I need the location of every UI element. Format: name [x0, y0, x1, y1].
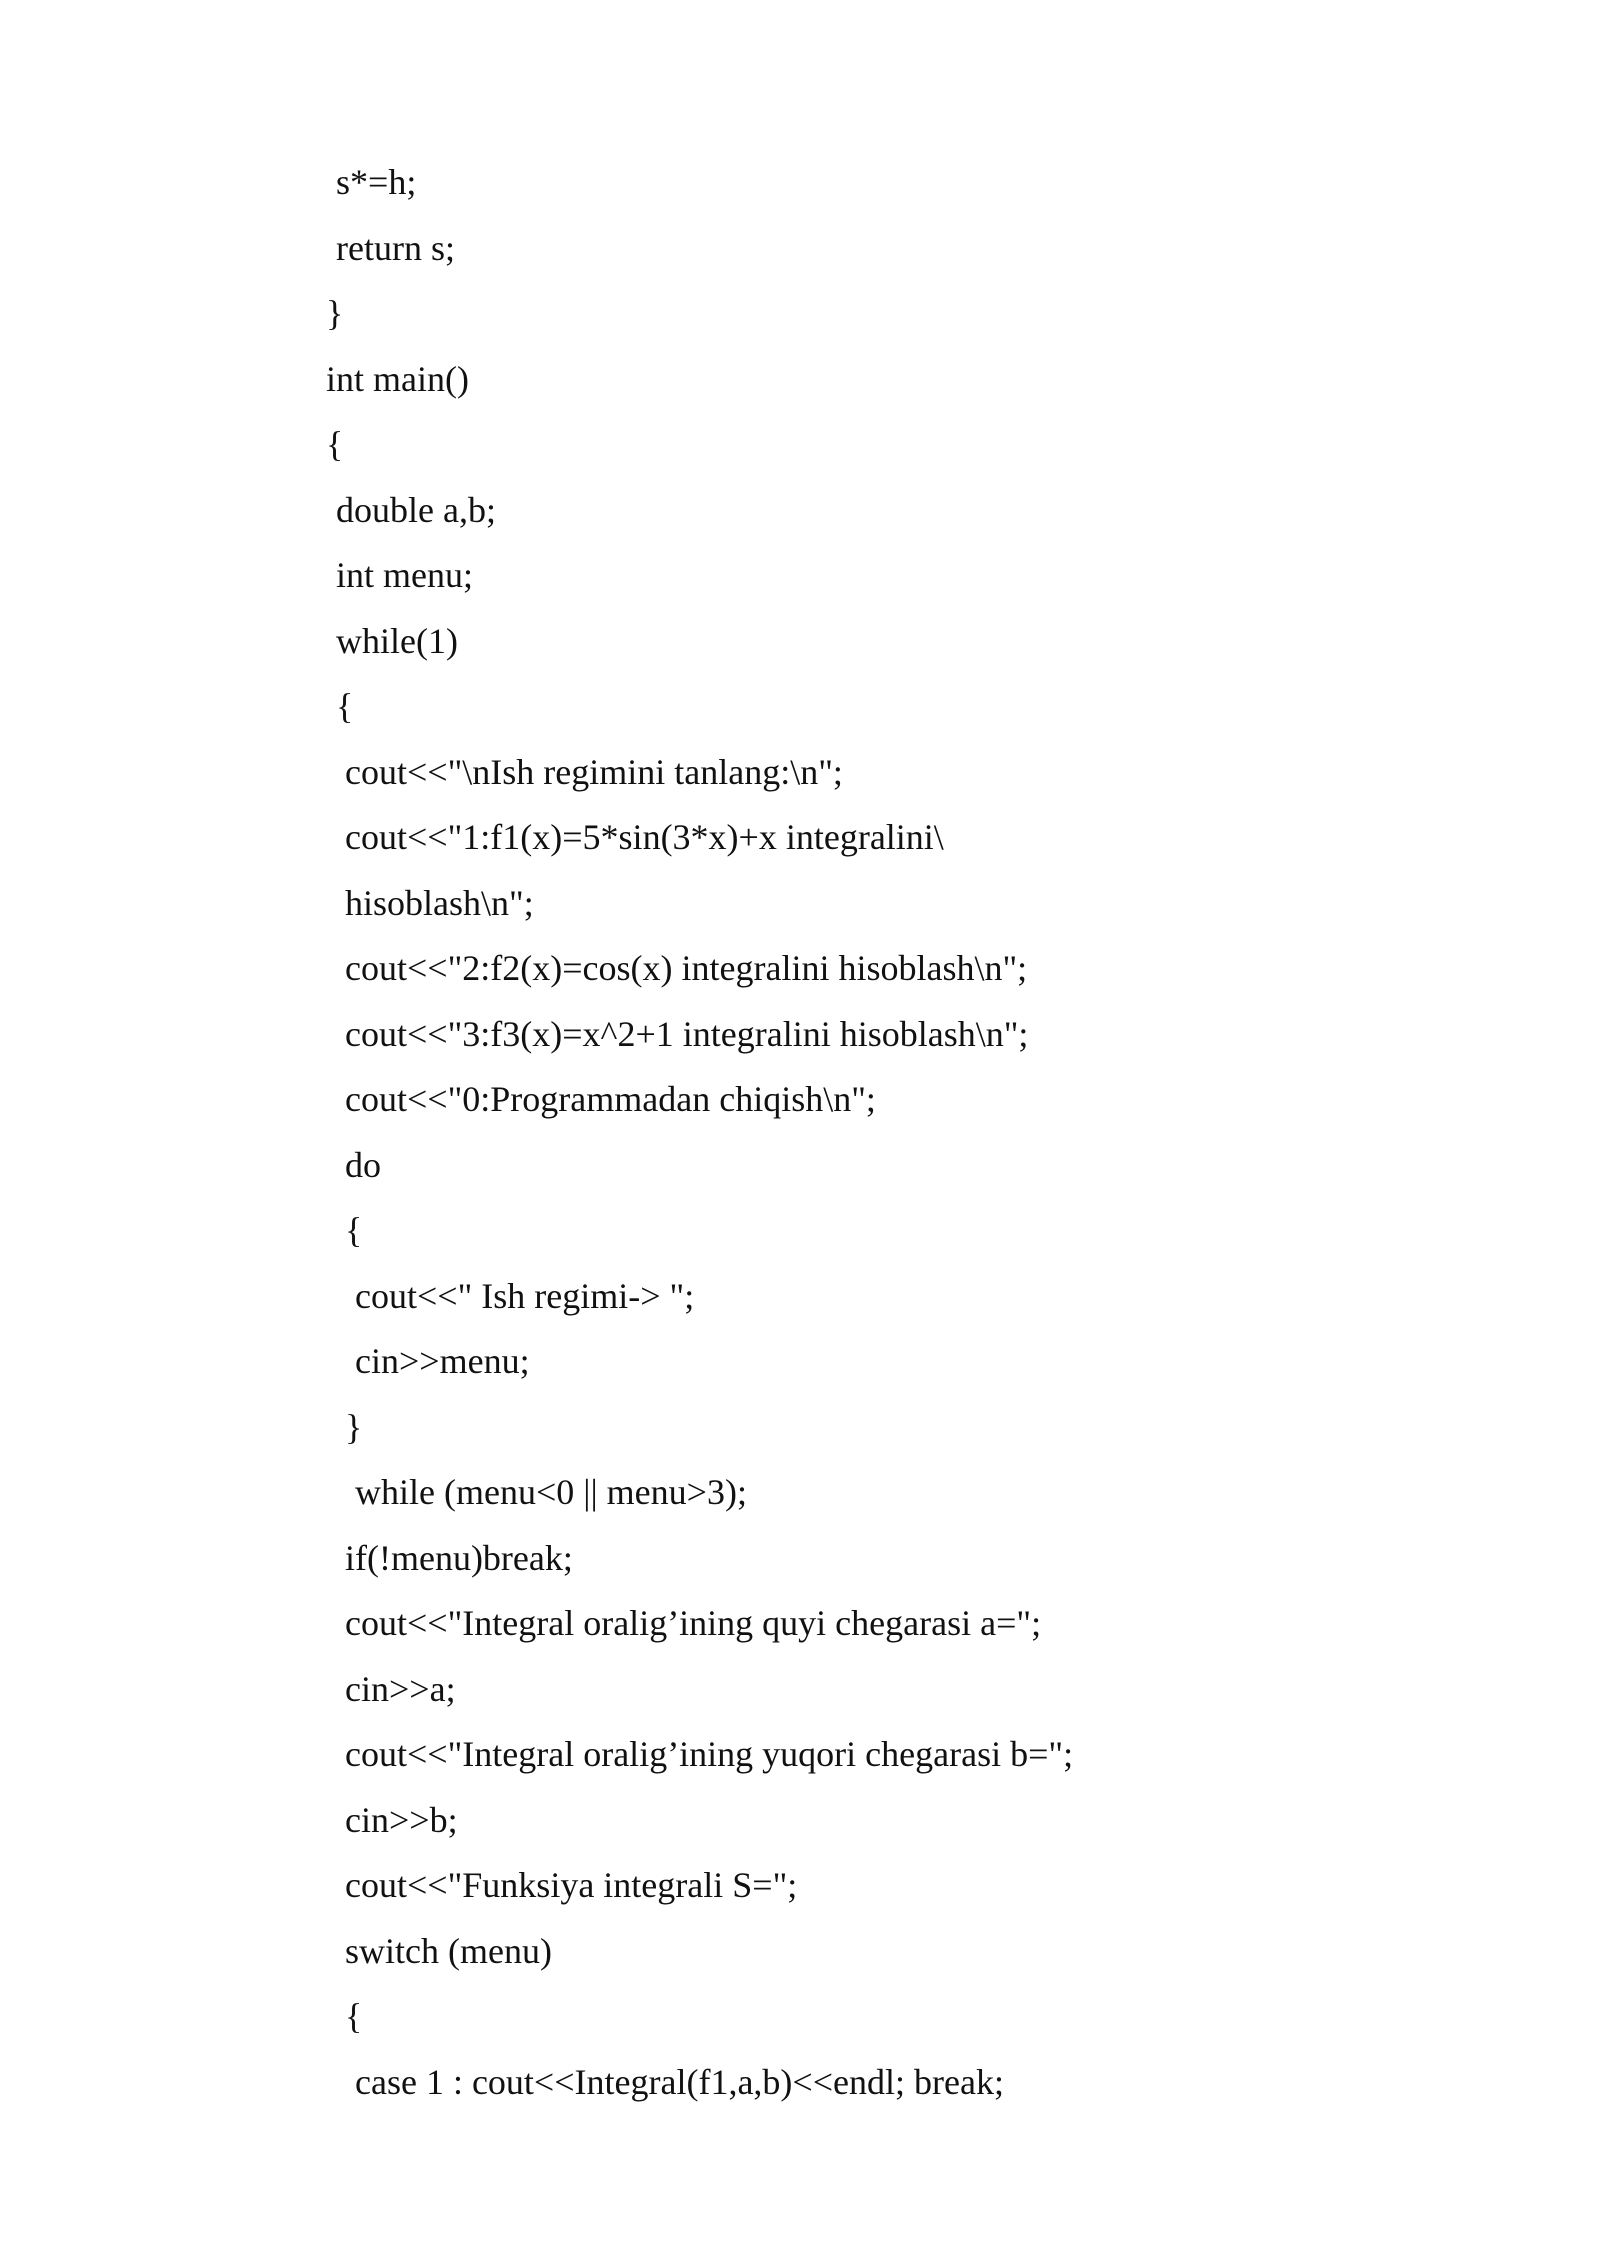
code-line: cout<<"0:Programmadan chiqish\n";	[345, 1079, 876, 1119]
code-line: cout<<"3:f3(x)=x^2+1 integralini hisoblash\n";	[345, 1013, 1029, 1054]
code-line: do	[345, 1144, 381, 1185]
code-line: if(!menu)break;	[345, 1537, 573, 1578]
code-line: {	[326, 424, 344, 464]
code-line: int menu;	[336, 555, 473, 595]
code-line: {	[336, 686, 354, 726]
code-line: cin>>b;	[345, 1799, 458, 1840]
code-line: while (menu<0 || menu>3);	[355, 1472, 747, 1512]
code-line: switch (menu)	[345, 1930, 552, 1971]
code-line: cout<<"2:f2(x)=cos(x) integralini hisoblash\n";	[345, 948, 1028, 988]
code-line: }	[345, 1406, 363, 1447]
code-line: cin>>menu;	[355, 1341, 530, 1381]
code-listing	[0, 150, 1600, 2115]
code-line: }	[326, 293, 344, 333]
code-line: cin>>a;	[345, 1668, 456, 1709]
code-line: s*=h;	[336, 162, 417, 202]
code-line: while(1)	[336, 620, 458, 661]
code-line: cout<<"Integral oralig’ining quyi chegarasi a=";	[345, 1603, 1042, 1643]
code-line: {	[345, 1996, 363, 2036]
code-line: cout<<" Ish regimi-> ";	[355, 1275, 695, 1316]
code-line: int main()	[326, 358, 469, 399]
code-line: case 1 : cout<<Integral(f1,a,b)<<endl; break;	[355, 2061, 1004, 2102]
code-line: cout<<"Integral oralig’ining yuqori chegarasi b=";	[345, 1734, 1074, 1774]
code-line: hisoblash\n";	[345, 882, 534, 923]
code-line: return s;	[336, 227, 455, 268]
code-line: {	[345, 1210, 363, 1250]
code-line: cout<<"Funksiya integrali S=";	[345, 1865, 798, 1905]
code-line: cout<<"1:f1(x)=5*sin(3*x)+x integralini\	[345, 817, 944, 857]
code-line: double a,b;	[336, 489, 496, 530]
code-line: cout<<"\nIsh regimini tanlang:\n";	[345, 751, 843, 792]
